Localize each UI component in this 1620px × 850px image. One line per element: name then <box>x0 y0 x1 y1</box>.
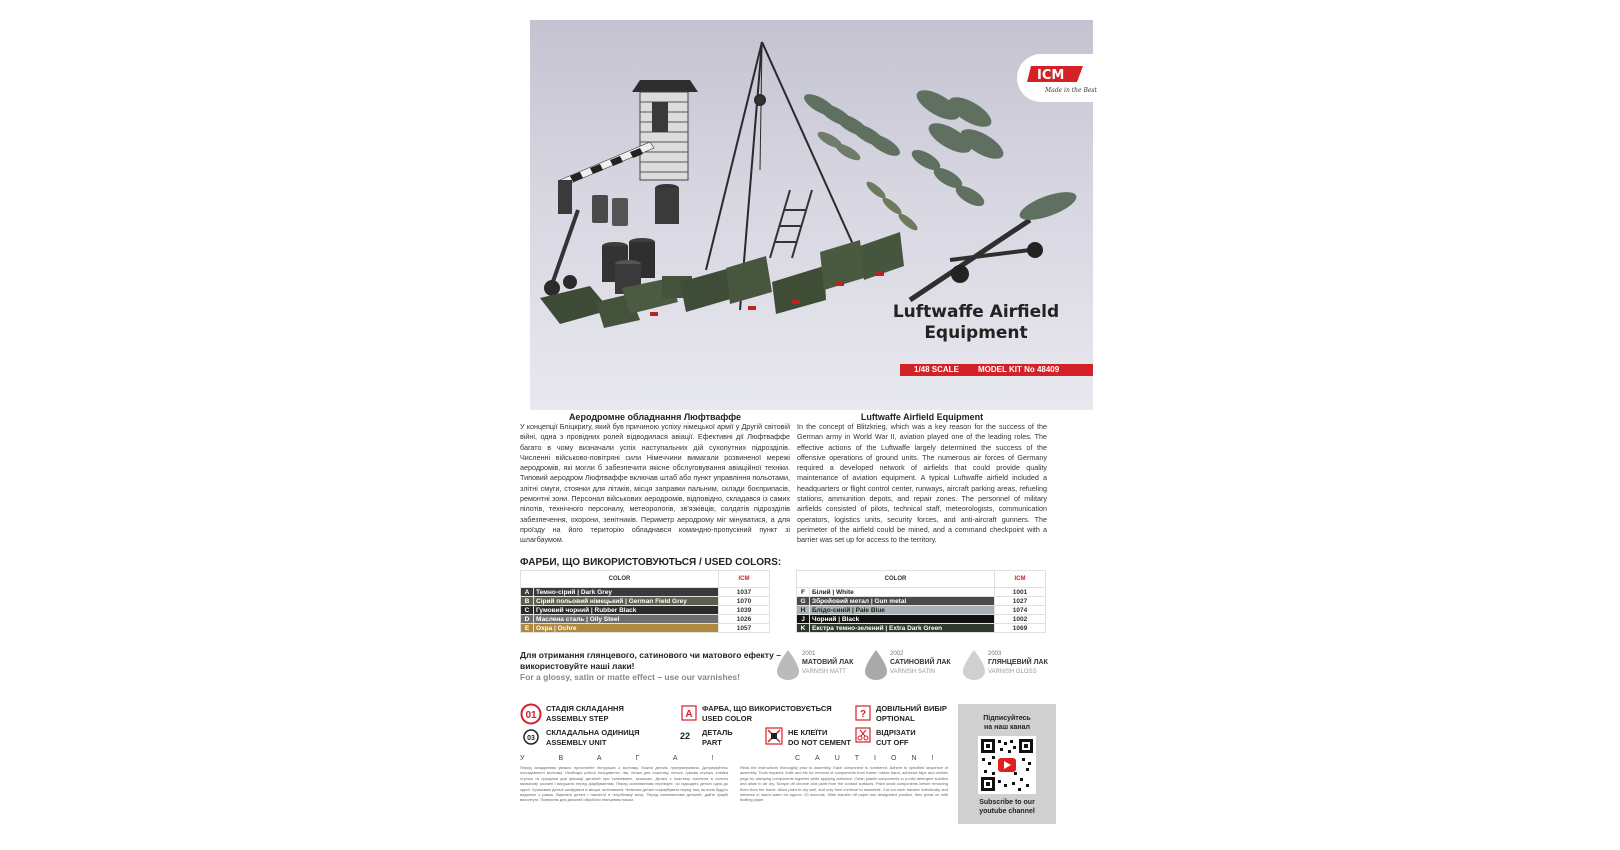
varnish-drop-icon <box>863 648 889 680</box>
color-name: Екстра темно-зелений | Extra Dark Green <box>810 624 995 633</box>
color-letter: J <box>797 615 810 624</box>
color-row <box>797 624 1046 633</box>
varnish-matt-name: МАТОВИЙ ЛАК <box>802 659 854 666</box>
color-code: 1039 <box>719 606 770 615</box>
part-number-icon: 22 <box>680 731 691 741</box>
color-name: Темно-сірий | Dark Grey <box>534 588 719 597</box>
cut-off-icon <box>855 727 871 748</box>
color-row <box>797 597 1046 606</box>
color-name: Маслена сталь | Oily Steel <box>534 615 719 624</box>
color-code: 1026 <box>719 615 770 624</box>
assembly-step-label <box>546 704 624 723</box>
color-letter: D <box>521 615 534 624</box>
varnish-satin-item <box>863 648 889 685</box>
varnish-uk-text <box>520 650 781 672</box>
color-row <box>797 588 1046 597</box>
part-uk: ДЕТАЛЬ <box>702 728 733 737</box>
color-letter: E <box>521 624 534 633</box>
colors-table-right <box>796 570 1046 633</box>
colors-table-header <box>521 571 770 588</box>
optional-symbol: ? <box>859 709 867 720</box>
youtube-subscribe-panel[interactable] <box>958 704 1056 824</box>
used-colors-heading: ФАРБИ, ЩО ВИКОРИСТОВУЮТЬСЯ / USED COLORS: <box>520 557 782 568</box>
caution-en-heading: CAUTION! <box>795 755 949 762</box>
do-not-cement-uk: НЕ КЛЕЇТИ <box>788 728 828 737</box>
used-color-en: USED COLOR <box>702 713 753 723</box>
color-letter: B <box>521 597 534 606</box>
description-uk-title: Аеродромне обладнання Люфтваффе <box>568 412 742 422</box>
varnish-gloss-sub: VARNISH GLOSS <box>988 669 1037 675</box>
assembly-unit-en: ASSEMBLY UNIT <box>546 737 607 747</box>
used-color-label <box>702 704 832 723</box>
assembly-step-icon <box>520 703 542 730</box>
color-row <box>521 624 770 633</box>
bomb-loader-illustration <box>910 186 1080 300</box>
assembly-step-number: 01 <box>525 710 537 721</box>
varnish-gloss-name: ГЛЯНЦЕВИЙ ЛАК <box>988 659 1048 666</box>
color-code: 1027 <box>995 597 1046 606</box>
scale-label: 1/48 SCALE <box>914 365 959 374</box>
icm-logo <box>1017 54 1097 102</box>
varnish-satin-code: 2002 <box>890 651 904 657</box>
color-name: Охра | Ochre <box>534 624 719 633</box>
icm-logo-mark <box>1027 62 1097 96</box>
kit-number-label: MODEL KIT No 48409 <box>978 365 1060 374</box>
guard-booth-illustration <box>632 80 698 180</box>
varnish-drop-icon <box>775 648 801 680</box>
varnish-matt-item <box>775 648 801 685</box>
color-name: Збройовий метал | Gun metal <box>810 597 995 606</box>
colors-table-left <box>520 570 770 633</box>
color-letter: F <box>797 588 810 597</box>
product-title-line2: Equipment <box>924 323 1028 343</box>
optional-uk: ДОВІЛЬНИЙ ВИБІР <box>876 704 947 713</box>
color-letter: A <box>521 588 534 597</box>
varnish-en-text: For a glossy, satin or matte effect – use our varnishes! <box>520 672 740 682</box>
color-row <box>521 588 770 597</box>
varnish-gloss-item <box>961 648 987 685</box>
color-code: 1057 <box>719 624 770 633</box>
part-en: PART <box>702 737 722 747</box>
color-name: Чорний | Black <box>810 615 995 624</box>
youtube-footer-line1: Subscribe to our <box>979 799 1035 806</box>
color-code: 1070 <box>719 597 770 606</box>
youtube-footer-line2: youtube channel <box>979 808 1035 815</box>
color-row <box>521 606 770 615</box>
color-letter: K <box>797 624 810 633</box>
caution-uk-heading: УВАГА! <box>520 755 748 762</box>
varnish-uk-line1: Для отримання глянцевого, сатинового чи матового ефекту – <box>520 650 781 660</box>
product-title-line1: Luftwaffe Airfield <box>892 302 1060 322</box>
cut-off-uk: ВІДРІЗАТИ <box>876 728 916 737</box>
color-row <box>521 615 770 624</box>
hero-image <box>530 20 1097 410</box>
assembly-step-en: ASSEMBLY STEP <box>546 713 609 723</box>
varnish-gloss-code: 2003 <box>988 651 1002 657</box>
cut-off-label <box>876 728 916 747</box>
instruction-sheet <box>520 20 1097 850</box>
description-en-body: In the concept of Blitzkrieg, which was a key reason for the success of the German army in World War II, aviation played one of the leading roles. The effective actions of the Luftwaffe largely determined the success of the offensive operations of ground units. The numerous air forces of Germany required a developed network of airfields that could provide quality maintenance of aviation equipment. A typical Luftwaffe airfield included a headquarters or flight control center, runways, aircraft parking areas, refueling stations, ammunition depots, and repair zones. The personnel of military airfields consisted of pilots, technical staff, meteorologists, communication operators, logistics units, security forces, and anti-aircraft gunners. The perimeter of the airfield could be mined, and a command checkpoint with a barrier was set up for access to the territory. <box>797 422 1047 545</box>
used-color-letter: A <box>685 709 693 720</box>
caution-uk-text: Перед складанням уважно прочитайте інструкцію з монтажу. Кожна деталь пронумерована. Дотримуйтесь послідовності монтажу. Необхідні робочі інструменти: ніж, пилка для пластику, пензлі, гумова стрічка, клейка стрічка та прищіпки для фіксації деталей при склеюванні, затискачі. Деталі з пластику очистити в сильно мильному розчині і висушити перед фарбуванням. Перед склеюванням перевірте, чи підходять деталі одна до одної. Хромовані деталі шліфувати в місцях склеювання. Невеликі деталі пофарбувати перед тим, як вони будуть видалені з рамок. Вирізати деталі і наклеїти в потрібному місці. Перед склеюванням деталей, дайте фарбі висохнути. Поверхню для деколей обробити глянцевим лаком. <box>520 765 728 803</box>
varnish-satin-sub: VARNISH SATIN <box>890 669 936 675</box>
color-letter: C <box>521 606 534 615</box>
assembly-unit-icon <box>523 729 539 750</box>
varnish-matt-sub: VARNISH MATT <box>802 669 846 675</box>
color-name: Гумовий чорний | Rubber Black <box>534 606 719 615</box>
assembly-unit-number: 03 <box>527 735 535 742</box>
color-row <box>797 606 1046 615</box>
do-not-cement-label <box>788 728 851 747</box>
scale-bar <box>900 364 1093 376</box>
icm-column-header: ICM <box>719 571 770 588</box>
logo-tagline-text: Made in the Best <box>1045 87 1097 94</box>
hand-cart-illustration <box>544 210 578 296</box>
youtube-title-line1: Підписуйтесь <box>983 715 1031 722</box>
color-letter: G <box>797 597 810 606</box>
qr-code[interactable] <box>978 736 1036 794</box>
varnish-drop-icon <box>961 648 987 680</box>
bombs-illustration <box>801 84 1008 232</box>
do-not-cement-icon <box>765 727 783 750</box>
color-column-header: COLOR <box>521 571 719 588</box>
qr-code-icon <box>978 736 1036 794</box>
used-color-uk: ФАРБА, ЩО ВИКОРИСТОВУЄТЬСЯ <box>702 704 832 713</box>
color-code: 1074 <box>995 606 1046 615</box>
color-row <box>797 615 1046 624</box>
color-row <box>521 597 770 606</box>
color-column-header: COLOR <box>797 571 995 588</box>
description-en-title: Luftwaffe Airfield Equipment <box>860 412 984 422</box>
optional-label <box>876 704 947 723</box>
assembly-unit-label <box>546 728 640 747</box>
color-code: 1002 <box>995 615 1046 624</box>
color-code: 1069 <box>995 624 1046 633</box>
part-label <box>702 728 733 747</box>
caution-en-text: Read the instructions thoroughly prior to assembly. Each component is numbered. Adhere to specified sequence of assembly. Tools required: knife and file for removal of components from frame; rubber band, adhesive tape and clothes pegs for clamping components together while applying adhesive. Clean plastic components in a mild detergent solution and allow to air dry. Scrape off chrome and paint from the contact surfaces. Paint small components before removing them from the frame. Allow paint to dry well, and only then continue to assemble. Cut out each transfer individually and immerse in warm water for approx. 20 seconds. Slide transfer off paper into designated position, then press on with blotting paper. <box>740 765 948 803</box>
color-letter: H <box>797 606 810 615</box>
optional-en: OPTIONAL <box>876 713 915 723</box>
do-not-cement-en: DO NOT CEMENT <box>788 737 851 747</box>
step-ladder-illustration <box>770 190 812 258</box>
description-uk-body: У концепції Бліцкригу, який був причиною успіху німецької армії у Другій світовій війні, одна з провідних ролей відводилася авіації. Ефективні дії Люфтваффе багато в чому визначали успіх наступальних дій сухопутних підрозділів. Численні військово-повітряні сили Німеччини вимагали розвиненої мережі аеродромів, які могли б забезпечити якісне обслуговування авіаційної техніки. Типовий аеродром Люфтваффе включав штаб або пункт управління польотами, злітні смуги, стоянки для літаків, місця заправки пальним, склади боєприпасів, ремонтні зони. Персонал військових аеродромів, відповідно, складався із самих пілотів, технічного персоналу, метеорологів, зв'язківців, солдатів підрозділів забезпечення, охорони, зенітників. Периметр аеродрому міг мінуватися, а для проїзду на його територію обладнався командно-пропускний пункт зі шлагбаумом. <box>520 422 790 545</box>
varnish-uk-line2: використовуйте наші лаки! <box>520 661 635 671</box>
colors-table-header <box>797 571 1046 588</box>
varnish-satin-name: САТИНОВИЙ ЛАК <box>890 659 951 666</box>
icm-column-header: ICM <box>995 571 1046 588</box>
equipment-illustration <box>530 20 1093 410</box>
youtube-title-line2: на наш канал <box>984 724 1030 731</box>
optional-icon <box>855 705 871 726</box>
varnish-matt-code: 2001 <box>802 651 816 657</box>
color-name: Сірий польовий німецький | German Field Grey <box>534 597 719 606</box>
color-name: Білий | White <box>810 588 995 597</box>
cut-off-en: CUT OFF <box>876 737 909 747</box>
assembly-step-uk: СТАДІЯ СКЛАДАННЯ <box>546 704 624 713</box>
logo-brand-text: ICM <box>1037 68 1065 83</box>
color-code: 1001 <box>995 588 1046 597</box>
ammo-boxes-illustration <box>540 232 904 328</box>
assembly-unit-uk: СКЛАДАЛЬНА ОДИНИЦЯ <box>546 728 640 737</box>
used-color-icon <box>681 705 697 726</box>
color-name: Блідо-синій | Pale Blue <box>810 606 995 615</box>
color-code: 1037 <box>719 588 770 597</box>
